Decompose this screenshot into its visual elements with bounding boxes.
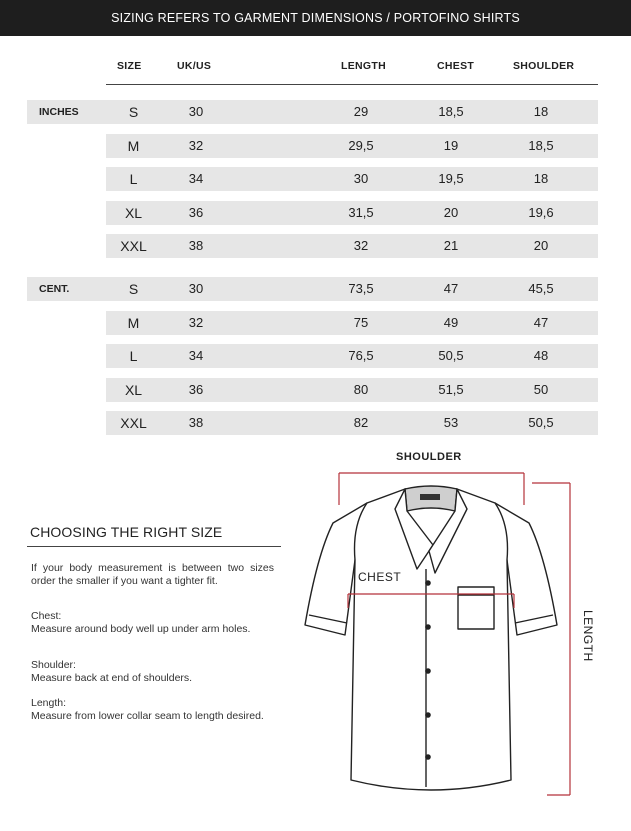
- guide-shoulder: [31, 659, 274, 684]
- guide-shoulder-text: Measure back at end of shoulders.: [31, 671, 193, 684]
- cell-ukus: 30: [188, 104, 204, 119]
- banner-title: SIZING REFERS TO GARMENT DIMENSIONS / PORTOFINO SHIRTS: [0, 0, 631, 36]
- cell-chest: 51,5: [438, 382, 464, 397]
- cell-size: S: [128, 104, 139, 120]
- cell-ukus: 38: [188, 238, 204, 253]
- cell-size: XXL: [120, 415, 147, 431]
- cell-size: XL: [124, 205, 143, 221]
- cell-size: L: [129, 171, 138, 187]
- cell-ukus: 36: [188, 205, 204, 220]
- cell-shoulder: 18,5: [528, 138, 554, 153]
- cell-size: XXL: [120, 238, 147, 254]
- cell-ukus: 36: [188, 382, 204, 397]
- shirt-outline: [305, 486, 557, 790]
- label-tag: [420, 494, 440, 500]
- cell-length: 30: [353, 171, 369, 186]
- length-measure-line: [532, 483, 570, 795]
- guide-length: [31, 697, 274, 722]
- guide-length-title: Length:: [31, 697, 67, 709]
- header-chest: CHEST: [437, 60, 475, 72]
- cell-ukus: 38: [188, 415, 204, 430]
- group-label: CENT.: [39, 283, 70, 295]
- shoulder-label: SHOULDER: [396, 451, 462, 463]
- header-divider: [106, 84, 598, 85]
- cell-chest: 53: [443, 415, 459, 430]
- cell-chest: 49: [443, 315, 459, 330]
- cell-chest: 21: [443, 238, 459, 253]
- cell-length: 80: [353, 382, 369, 397]
- cell-shoulder: 50: [533, 382, 549, 397]
- cell-length: 73,5: [348, 281, 374, 296]
- cell-size: XL: [124, 382, 143, 398]
- cell-ukus: 32: [188, 315, 204, 330]
- cell-length: 76,5: [348, 348, 374, 363]
- cell-length: 75: [353, 315, 369, 330]
- cell-shoulder: 18: [533, 104, 549, 119]
- guide-chest-title: Chest:: [31, 610, 62, 622]
- cell-chest: 20: [443, 205, 459, 220]
- cell-chest: 19: [443, 138, 459, 153]
- group-label: INCHES: [39, 106, 79, 118]
- cell-size: S: [128, 281, 139, 297]
- header-length: LENGTH: [341, 60, 386, 72]
- guide-title: CHOOSING THE RIGHT SIZE: [30, 524, 223, 540]
- header-shoulder: SHOULDER: [513, 60, 575, 72]
- header-ukus: UK/US: [177, 60, 212, 72]
- cell-ukus: 34: [188, 348, 204, 363]
- cell-shoulder: 48: [533, 348, 549, 363]
- cell-length: 29: [353, 104, 369, 119]
- guide-chest: [31, 610, 274, 635]
- cell-chest: 18,5: [438, 104, 464, 119]
- cell-size: M: [127, 315, 140, 331]
- cell-shoulder: 19,6: [528, 205, 554, 220]
- cell-ukus: 30: [188, 281, 204, 296]
- cell-size: L: [129, 348, 138, 364]
- guide-shoulder-title: Shoulder:: [31, 659, 76, 671]
- cell-shoulder: 18: [533, 171, 549, 186]
- cell-shoulder: 47: [533, 315, 549, 330]
- cell-length: 29,5: [348, 138, 374, 153]
- cell-chest: 19,5: [438, 171, 464, 186]
- guide-length-text: Measure from lower collar seam to length desired.: [31, 709, 264, 722]
- cell-shoulder: 50,5: [528, 415, 554, 430]
- guide-chest-text: Measure around body well up under arm holes.: [31, 622, 251, 635]
- cell-shoulder: 45,5: [528, 281, 554, 296]
- cell-shoulder: 20: [533, 238, 549, 253]
- cell-length: 31,5: [348, 205, 374, 220]
- shirt-diagram: [295, 465, 615, 805]
- cell-length: 82: [353, 415, 369, 430]
- guide-intro: [31, 562, 274, 587]
- cell-ukus: 34: [188, 171, 204, 186]
- length-label: LENGTH: [581, 610, 595, 662]
- guide-intro-text: If your body measurement is between two sizes order the smaller if you want a tighter fit.: [31, 562, 274, 587]
- cell-size: M: [127, 138, 140, 154]
- header-size: SIZE: [117, 60, 142, 72]
- cell-chest: 47: [443, 281, 459, 296]
- chest-label: CHEST: [358, 570, 402, 584]
- cell-chest: 50,5: [438, 348, 464, 363]
- guide-divider: [27, 546, 281, 547]
- cell-ukus: 32: [188, 138, 204, 153]
- cell-length: 32: [353, 238, 369, 253]
